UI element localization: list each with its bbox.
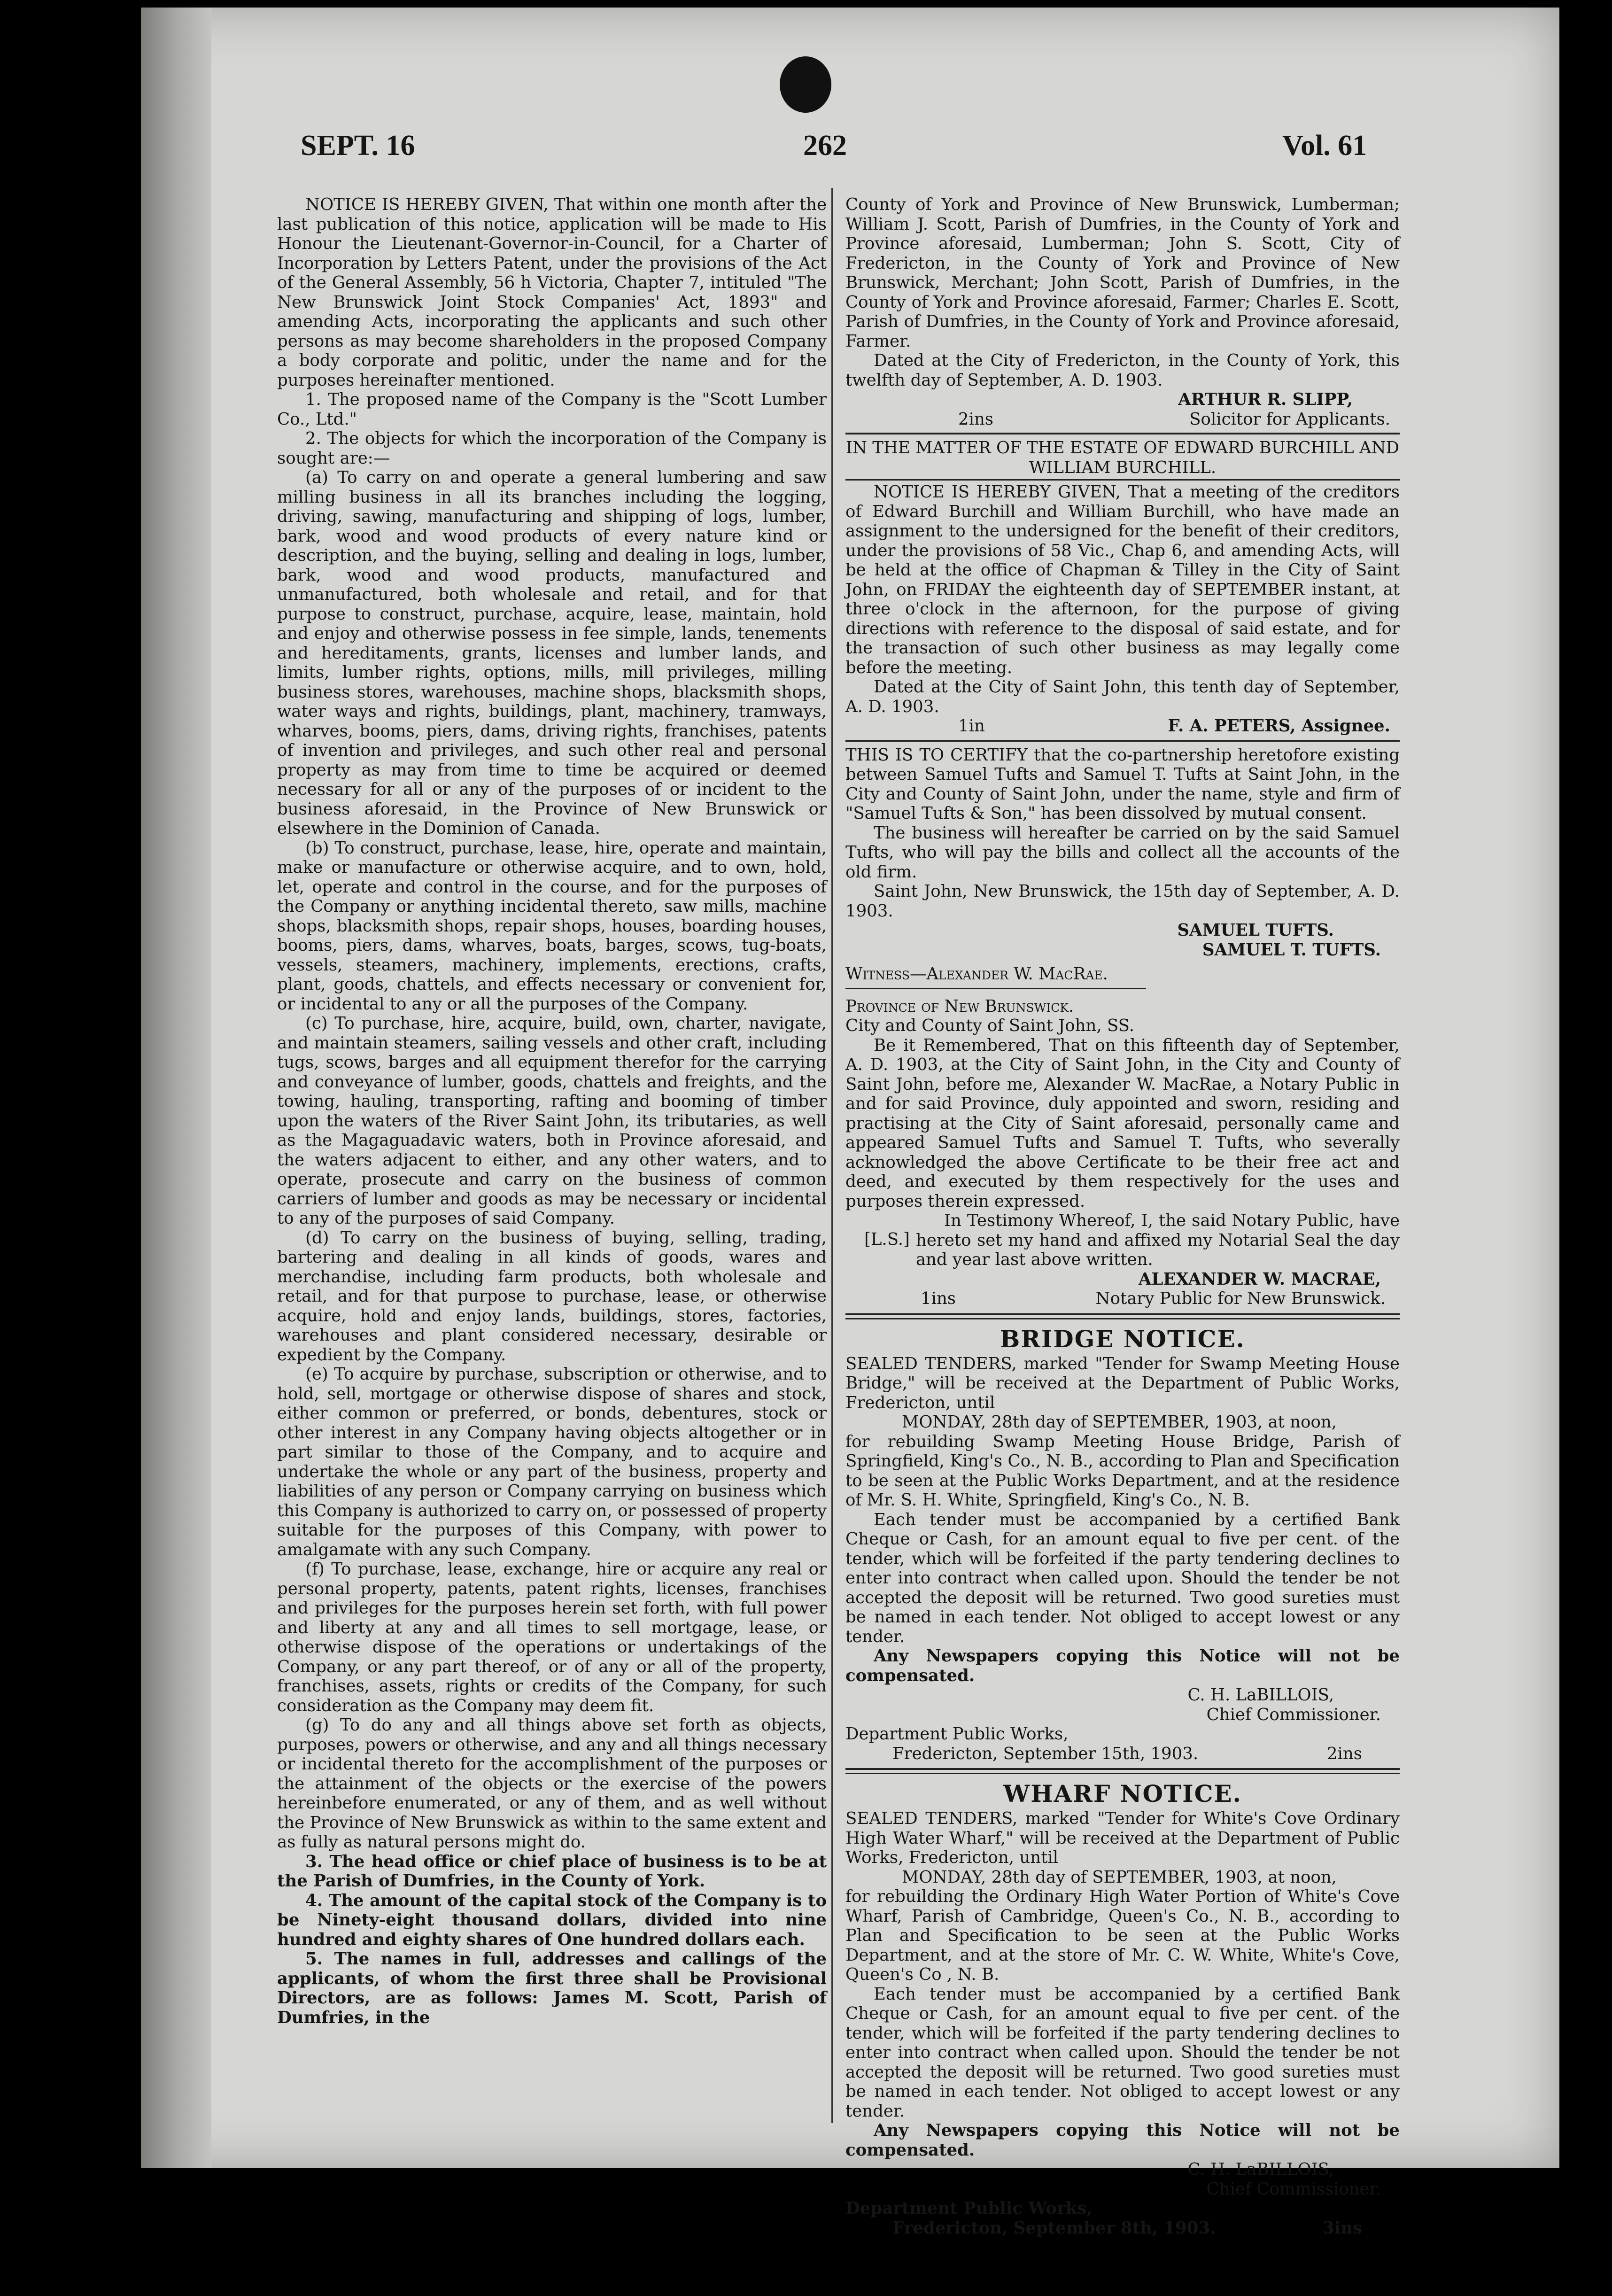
estate-signature-row (845, 716, 1400, 736)
partnership-dated-line: Saint John, New Brunswick, the 15th day of September, A. D. 1903. (845, 882, 1400, 921)
witness-line: Witness—Alexander W. MacRae. (845, 964, 1108, 984)
wharf-commissioner-title: Chief Commissioner. (1206, 2179, 1381, 2199)
bridge-department: Department Public Works, (845, 1724, 1069, 1744)
notary-acknowledgment: Be it Remembered, That on this fifteenth day of September, A. D. 1903, at the City of Saint John, in the City and County of Saint John, before me, Alexander W. MacRae, a Notary Public in and for said Province, duly appointed and sworn, residing and practising at the City of Saint aforesaid, personally came and appeared Samuel Tufts and Samuel T. Tufts, who severally acknowledged the above Certificate to be their free act and deed, and executed by them respectively for the uses and purposes therein expressed. (845, 1035, 1400, 1211)
object-d: (d) To carry on the business of buying, selling, trading, bartering and dealing in all kinds of goods, wares and merchandise, including farm products, both wholesale and retail, and for that purpose to purchase, lease, or otherwise acquire, hold and enjoy lands, buildings, stores, factories, warehouses and plant considered necessary, desirable or expedient by the Company. (277, 1228, 827, 1365)
divider-2 (845, 479, 1400, 481)
company-dated-line: Dated at the City of Fredericton, in the County of York, this twelfth day of September, A. D. 1903. (845, 351, 1400, 390)
divider-4 (845, 988, 1146, 989)
object-e: (e) To acquire by purchase, subscription or otherwise, and to hold, sell, mortgage or otherwise dispose of shares and stock, either common or preferred, or bonds, debentures, stock or other interest in any Company having objects altogether or in part similar to those of the Company, and to acquire and undertake the whole or any part of the business, property and liabilities of any person or Company carrying on business which this Company is authorized to carry on, or possessed of property suitable for the purposes of this Company, with power to amalgamate with any such Company. (277, 1365, 827, 1559)
wharf-deadline: MONDAY, 28th day of SEPTEMBER, 1903, at noon, (902, 1867, 1337, 1887)
company-name-clause: 1. The proposed name of the Company is the "Scott Lumber Co., Ltd." (277, 390, 827, 429)
left-column (277, 195, 827, 2027)
bridge-dated-row (845, 1744, 1400, 1764)
bridge-conditions: Each tender must be accompanied by a certified Bank Cheque or Cash, for an amount equal to five per cent. of the tender, which will be forfeited if the party tendering declines to enter into contract when called upon. Should the tender be not accepted the deposit will be returned. Two good sureties must be named in each tender. Not obliged to accept lowest or any tender. (845, 1510, 1400, 1646)
object-a: (a) To carry on and operate a general lumbering and saw milling business in all its branches including the logging, driving, sawing, manufacturing and shipping of logs, lumber, bark, wood and wood products of every nature kind or description, and the buying, selling and dealing in logs, lumber, bark, wood and wood products, manufactured and unmanufactured, both wholesale and retail, and for that purpose to construct, purchase, acquire, lease, maintain, hold and enjoy and otherwise possess in fee simple, lands, tenements and hereditaments, grants, licenses and lumber lands, and limits, lumber rights, options, mills, mill privileges, milling business stores, warehouses, machine shops, blacksmith shops, water ways and rights, buildings, plant, machinery, tramways, wharves, booms, piers, dams, driving rights, franchises, patents of invention and privileges, and such other real and personal property as may from time to time be acquired or deemed necessary for all or any of the purposes of or incident to the business aforesaid, in the Province of New Brunswick or elsewhere in the Dominion of Canada. (277, 468, 827, 838)
page-header (155, 129, 1390, 181)
wharf-notice-title: WHARF NOTICE. (1003, 1780, 1242, 1807)
signature-samuel-tufts: SAMUEL TUFTS. (1177, 921, 1334, 940)
right-column (845, 195, 1400, 2238)
notary-name: ALEXANDER W. MACRAE, (1138, 1269, 1381, 1289)
bridge-commissioner-title: Chief Commissioner. (1206, 1705, 1381, 1724)
divider-5 (845, 1313, 1400, 1319)
applicants-continued: County of York and Province of New Brunswick, Lumberman; William J. Scott, Parish of Dumfries, in the County of York and Province aforesaid, Lumberman; John S. Scott, City of Fredericton, in the County of York and Province of New Brunswick, Merchant; John Scott, Parish of Dumfries, in the County of York and Province aforesaid, Farmer; Charles E. Scott, Parish of Dumfries, in the County of York and Province aforesaid, Farmer. (845, 195, 1400, 351)
bridge-commissioner-name: C. H. LaBILLOIS, (1187, 1685, 1334, 1705)
signature-samuel-t-tufts: SAMUEL T. TUFTS. (1202, 940, 1381, 960)
capital-stock-clause: 4. The amount of the capital stock of the Company is to be Ninety-eight thousand dollars, divided into nine hundred and eighty shares of One hundred dollars each. (277, 1891, 827, 1949)
testimony-row (845, 1211, 1400, 1270)
province-line: Province of New Brunswick. (845, 996, 1074, 1016)
seal-mark: [L.S.] (864, 1230, 910, 1249)
bridge-newspaper-note: Any Newspapers copying this Notice will not be compensated. (845, 1646, 1400, 1685)
divider-3 (845, 740, 1400, 742)
punch-hole (780, 56, 831, 113)
header-date: SEPT. 16 (301, 130, 415, 162)
divider-6 (845, 1768, 1400, 1774)
bridge-ins: 2ins (1326, 1744, 1362, 1763)
solicitor-ins: 2ins (958, 409, 994, 429)
partnership-business-line: The business will hereafter be carried on by the said Samuel Tufts, who will pay the bills and collect all the accounts of the old firm. (845, 823, 1400, 882)
bridge-tender-intro: SEALED TENDERS, marked "Tender for Swamp Meeting House Bridge," will be received at the Department of Public Works, Fredericton, until (845, 1354, 1400, 1412)
city-county-line: City and County of Saint John, SS. (845, 1016, 1135, 1035)
binding-strip (141, 8, 211, 2168)
company-notice-intro: NOTICE IS HEREBY GIVEN, That within one month after the last publication of this notice, application will be made to His Honour the Lieutenant-Governor-in-Council, for a Charter of Incorporation by Letters Patent, under the provisions of the Act of the General Assembly, 56 h Victoria, Chapter 7, intituled "The New Brunswick Joint Stock Companies' Act, 1893" and amending Acts, incorporating the applicants and such other persons as may become shareholders in the proposed Company a body corporate and politic, under the name and for the purposes hereinafter mentioned. (277, 195, 827, 390)
solicitor-name: ARTHUR R. SLIPP, (1178, 390, 1353, 409)
bridge-description: for rebuilding Swamp Meeting House Bridge, Parish of Springfield, King's Co., N. B., according to Plan and Specification to be seen at the Public Works Department, and at the residence of Mr. S. H. White, Springfield, King's Co., N. B. (845, 1432, 1400, 1510)
wharf-description: for rebuilding the Ordinary High Water Portion of White's Cove Wharf, Parish of Cambridge, Queen's Co., N. B., according to Plan and Specification to be seen at the Public Works Department, and at the store of Mr. C. W. White, White's Cove, Queen's Co , N. B. (845, 1887, 1400, 1984)
notary-row (845, 1289, 1400, 1309)
object-b: (b) To construct, purchase, lease, hire, operate and maintain, make or manufacture or otherwise acquire, and to own, hold, let, operate and control in the course, and for the purposes of the Company or anything incidental thereto, saw mills, machine shops, blacksmith shops, repair shops, houses, boarding houses, booms, piers, dams, wharves, boats, barges, scows, tug-boats, vessels, steamers, machinery, implements, erections, crafts, plant, goods, chattels, and effects necessary or convenient for, or incidental to any or all the purposes of the Company. (277, 838, 827, 1014)
object-c: (c) To purchase, hire, acquire, build, own, charter, navigate, and maintain steamers, sailing vessels and other craft, including tugs, scows, barges and all equipment therefor for the carrying and conveyance of lumber, goods, chattels and freights, and the towing, hauling, transporting, rafting and booming of timber upon the waters of the River Saint John, its tributaries, as well as the Magaguadavic waters, both in Province aforesaid, and the waters adjacent to either, and any other waters, and to operate, prosecute and carry on the business of common carriers of lumber and goods as may be necessary or incidental to any of the purposes of said Company. (277, 1014, 827, 1228)
wharf-ins: 3ins (1323, 2218, 1362, 2238)
testimony-text: In Testimony Whereof, I, the said Notary Public, have hereto set my hand and affixed my Notarial Seal the day and year last above written. (916, 1211, 1400, 1269)
bridge-notice-title: BRIDGE NOTICE. (1000, 1325, 1245, 1353)
header-page-number: 262 (803, 130, 847, 162)
bridge-dated: Fredericton, September 15th, 1903. (892, 1744, 1199, 1763)
object-f: (f) To purchase, lease, exchange, hire or acquire any real or personal property, patents, patent rights, licenses, franchises and privileges for the purposes herein set forth, with full power and liberty at any and all times to sell mortgage, lease, or otherwise dispose of the operations or undertakings of the Company, or any part thereof, or of any or all of the property, franchises, assets, rights or credits of the Company, for such consideration as the Company may deem fit. (277, 1559, 827, 1715)
estate-ins: 1in (958, 716, 985, 736)
estate-notice: NOTICE IS HEREBY GIVEN, That a meeting of the creditors of Edward Burchill and William Burchill, who have made an assignment to the undersigned for the benefit of their creditors, under the provisions of 58 Vic., Chap 6, and amending Acts, will be held at the office of Chapman & Tilley in the City of Saint John, on FRIDAY the eighteenth day of SEPTEMBER instant, at three o'clock in the afternoon, for the purpose of giving directions with reference to the disposal of said estate, and for the transaction of such other business as may legally come before the meeting. (845, 482, 1400, 677)
wharf-conditions: Each tender must be accompanied by a certified Bank Cheque or Cash, for an amount equal to five per cent. of the tender, which will be forfeited if the party tendering declines to enter into contract when called upon. Should the tender be not accepted the deposit will be returned. Two good sureties must be named in each tender. Not obliged to accept lowest or any tender. (845, 1984, 1400, 2121)
estate-dated-line: Dated at the City of Saint John, this tenth day of September, A. D. 1903. (845, 677, 1400, 716)
object-g: (g) To do any and all things above set forth as objects, purposes, powers or otherwise, and any and all things necessary or incidental thereto for the accomplishment of the purposes or the attainment of the objects or the exercise of the powers hereinbefore enumerated, or any of them, and as well without the Province of New Brunswick as within to the same extent and as fully as natural persons might do. (277, 1715, 827, 1852)
solicitor-row (845, 410, 1400, 429)
notary-title: Notary Public for New Brunswick. (1095, 1289, 1386, 1308)
wharf-newspaper-note: Any Newspapers copying this Notice will not be compensated. (845, 2121, 1400, 2160)
estate-heading: IN THE MATTER OF THE ESTATE OF EDWARD BURCHILL AND WILLIAM BURCHILL. (845, 438, 1400, 477)
divider-1 (845, 433, 1400, 434)
column-divider (831, 188, 833, 2123)
notary-ins: 1ins (921, 1289, 956, 1308)
bridge-deadline: MONDAY, 28th day of SEPTEMBER, 1903, at noon, (902, 1412, 1337, 1432)
assignee-signature: F. A. PETERS, Assignee. (1168, 716, 1390, 736)
solicitor-title: Solicitor for Applicants. (1189, 409, 1390, 429)
wharf-department: Department Public Works, (845, 2199, 1093, 2218)
wharf-dated-row (845, 2218, 1400, 2238)
header-volume: Vol. 61 (1282, 130, 1367, 162)
objects-clause: 2. The objects for which the incorporation of the Company is sought are:— (277, 429, 827, 468)
head-office-clause: 3. The head office or chief place of business is to be at the Parish of Dumfries, in the County of York. (277, 1852, 827, 1891)
wharf-commissioner-name: C. H. LaBILLOIS, (1187, 2160, 1334, 2179)
partnership-certificate: THIS IS TO CERTIFY that the co-partnership heretofore existing between Samuel Tufts and Samuel T. Tufts at Saint John, in the City and County of Saint John, under the name, style and firm of "Samuel Tufts & Son," has been dissolved by mutual consent. (845, 745, 1400, 823)
applicants-clause: 5. The names in full, addresses and callings of the applicants, of whom the first three shall be Provisional Directors, are as follows: James M. Scott, Parish of Dumfries, in the (277, 1949, 827, 2027)
wharf-tender-intro: SEALED TENDERS, marked "Tender for White's Cove Ordinary High Water Wharf," will be received at the Department of Public Works, Fredericton, until (845, 1809, 1400, 1867)
wharf-dated: Fredericton, September 8th, 1903. (892, 2218, 1216, 2238)
